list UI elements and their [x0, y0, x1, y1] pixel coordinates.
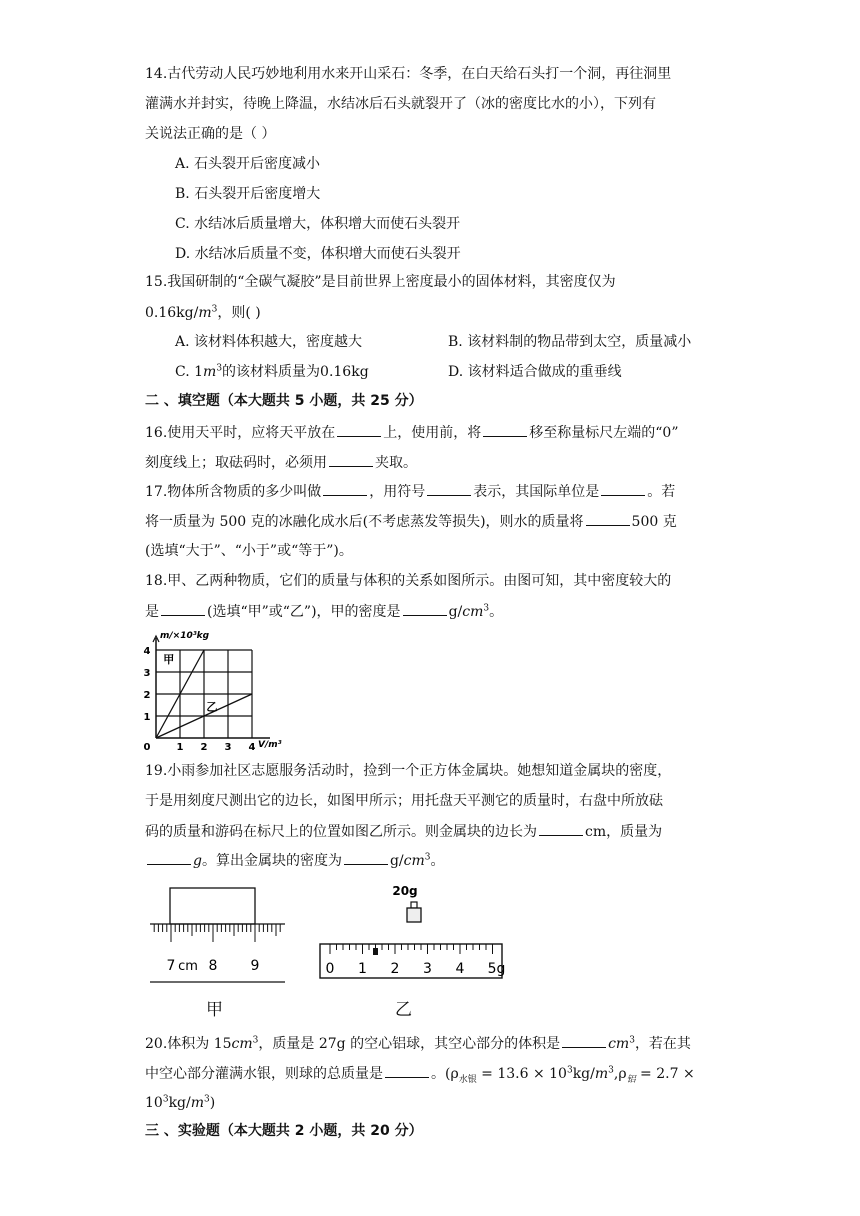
scale-tick-label: 0 — [325, 961, 335, 977]
scale-tick-label: 5g — [487, 961, 506, 977]
y-tick-label: 2 — [143, 690, 151, 701]
q18-line1: 18.甲、乙两种物质，它们的质量与体积的关系如图所示。由图可知，其中密度较大的 — [145, 573, 672, 589]
answer-blank[interactable] — [161, 601, 205, 616]
balance-scale-figure — [318, 882, 506, 982]
q17-line2: 将一质量为 500 克的冰融化成水后(不考虑蒸发等损失)，则水的质量将 500 克 — [145, 511, 677, 532]
q14-option-c: C. 水结冰后质量增大，体积增大而使石头裂开 — [175, 216, 461, 232]
section-2-heading: 二 、填空题（本大题共 5 小题，共 25 分） — [145, 393, 423, 409]
ruler-tick-label: 8 — [208, 958, 218, 974]
answer-blank[interactable] — [323, 481, 367, 496]
answer-blank[interactable] — [403, 601, 447, 616]
scale-labels — [326, 961, 506, 977]
x-tick-label: 0 — [143, 742, 151, 753]
q14-line2: 灌满水并封实，待晚上降温，水结冰后石头就裂开了（冰的密度比水的小），下列有 — [145, 96, 656, 112]
series-label: 甲 — [163, 653, 175, 667]
mass-volume-chart — [140, 628, 280, 752]
series-label: 乙 — [206, 700, 218, 714]
scale-tick-label: 4 — [455, 961, 465, 977]
weight-icon — [407, 902, 421, 922]
q15-option-b: B. 该材料制的物品带到太空，质量减小 — [448, 334, 692, 350]
answer-blank[interactable] — [337, 422, 381, 437]
q16-line2: 刻度线上；取砝码时，必须用 夹取。 — [145, 452, 417, 473]
x-tick-label: 1 — [176, 742, 184, 753]
scale-tick-label: 2 — [390, 961, 400, 977]
q17-line1: 17.物体所含物质的多少叫做 ，用符号 表示，其国际单位是 。若 — [145, 481, 675, 502]
rider-marker — [373, 948, 378, 955]
ruler-tick-label: 7 — [166, 958, 176, 974]
scale-tick-label: 3 — [423, 961, 432, 977]
x-tick-label: 2 — [200, 742, 208, 753]
answer-blank[interactable] — [586, 511, 630, 526]
y-axis-label: m/×10³kg — [160, 631, 210, 641]
answer-blank[interactable] — [539, 821, 583, 836]
q15-option-a: A. 该材料体积越大，密度越大 — [175, 334, 363, 350]
x-axis-label: V/m³ — [258, 740, 282, 750]
q15-line1: 15.我国研制的“全碳气凝胶”是目前世界上密度最小的固体材料，其密度仅为 — [145, 274, 616, 290]
q14-option-b: B. 石头裂开后密度增大 — [175, 186, 321, 202]
answer-blank[interactable] — [147, 850, 191, 865]
q15-option-c: C. $1m^3$的该材料质量为0.16kg — [175, 363, 369, 380]
q17-line3: (选填“大于”、“小于”或“等于”)。 — [145, 543, 353, 559]
answer-blank[interactable] — [562, 1033, 606, 1048]
y-tick-label: 3 — [143, 668, 151, 679]
answer-blank[interactable] — [601, 481, 645, 496]
answer-blank[interactable] — [427, 481, 471, 496]
q14-option-a: A. 石头裂开后密度减小 — [175, 156, 321, 172]
q19-line3: 码的质量和游码在标尺上的位置如图乙所示。则金属块的边长为 cm，质量为 — [145, 821, 662, 842]
q14-line3: 关说法正确的是（ ） — [145, 126, 276, 142]
figure-caption-jia: 甲 — [206, 1000, 223, 1020]
ruler-figure — [145, 886, 290, 986]
metal-block — [170, 888, 255, 924]
q14-line1: 14.古代劳动人民巧妙地利用水来开山采石：冬季，在白天给石头打一个洞，再往洞里 — [145, 66, 672, 82]
ruler-labels — [167, 958, 260, 974]
y-tick-label: 1 — [143, 712, 151, 723]
x-tick-label: 3 — [224, 742, 232, 753]
q20-line3: $10^3kg/m^3$) — [145, 1094, 216, 1111]
scale-bar — [320, 944, 502, 978]
ruler-tick-label: 9 — [250, 958, 260, 974]
x-tick-label: 4 — [248, 742, 256, 753]
q15-option-d: D. 该材料适合做成的重垂线 — [448, 364, 622, 380]
figure-caption-yi: 乙 — [395, 1000, 412, 1020]
answer-blank[interactable] — [344, 850, 388, 865]
answer-blank[interactable] — [385, 1063, 429, 1078]
weight-label: 20g — [392, 884, 418, 898]
q19-line4: g。算出金属块的密度为 $g/cm^3$。 — [145, 850, 445, 871]
ruler-tick-label: cm — [178, 959, 198, 974]
q14-option-d: D. 水结冰后质量不变，体积增大而使石头裂开 — [175, 246, 461, 262]
ruler-ticks — [154, 924, 280, 942]
q20-line1: 20.体积为 $15cm^3$，质量是 27g 的空心铝球，其空心部分的体积是 $cm^3$，若在其 — [145, 1033, 691, 1054]
q20-line2: 中空心部分灌满水银，则球的总质量是 。($\rho_{水银} = 13.6 \times 10^3kg/m^3,\rho_铝 = 2.7$ × — [145, 1063, 695, 1084]
q15-line2: $0.16kg/m^3$，则( ) — [145, 304, 261, 321]
q19-line2: 于是用刻度尺测出它的边长，如图甲所示；用托盘天平测它的质量时，右盘中所放砝 — [145, 793, 663, 809]
y-tick-label: 4 — [143, 646, 151, 657]
answer-blank[interactable] — [483, 422, 527, 437]
q18-line2: 是 (选填“甲”或“乙”)，甲的密度是 $g/cm^3$。 — [145, 601, 503, 622]
scale-tick-label: 1 — [358, 961, 367, 977]
q19-line1: 19.小雨参加社区志愿服务活动时，捡到一个正方体金属块。她想知道金属块的密度， — [145, 763, 672, 779]
q16-line1: 16.使用天平时，应将天平放在 上，使用前，将 移至称量标尺左端的“0” — [145, 422, 679, 443]
section-3-heading: 三 、实验题（本大题共 2 小题，共 20 分） — [145, 1123, 423, 1139]
scale-ticks — [330, 944, 493, 954]
answer-blank[interactable] — [329, 452, 373, 467]
